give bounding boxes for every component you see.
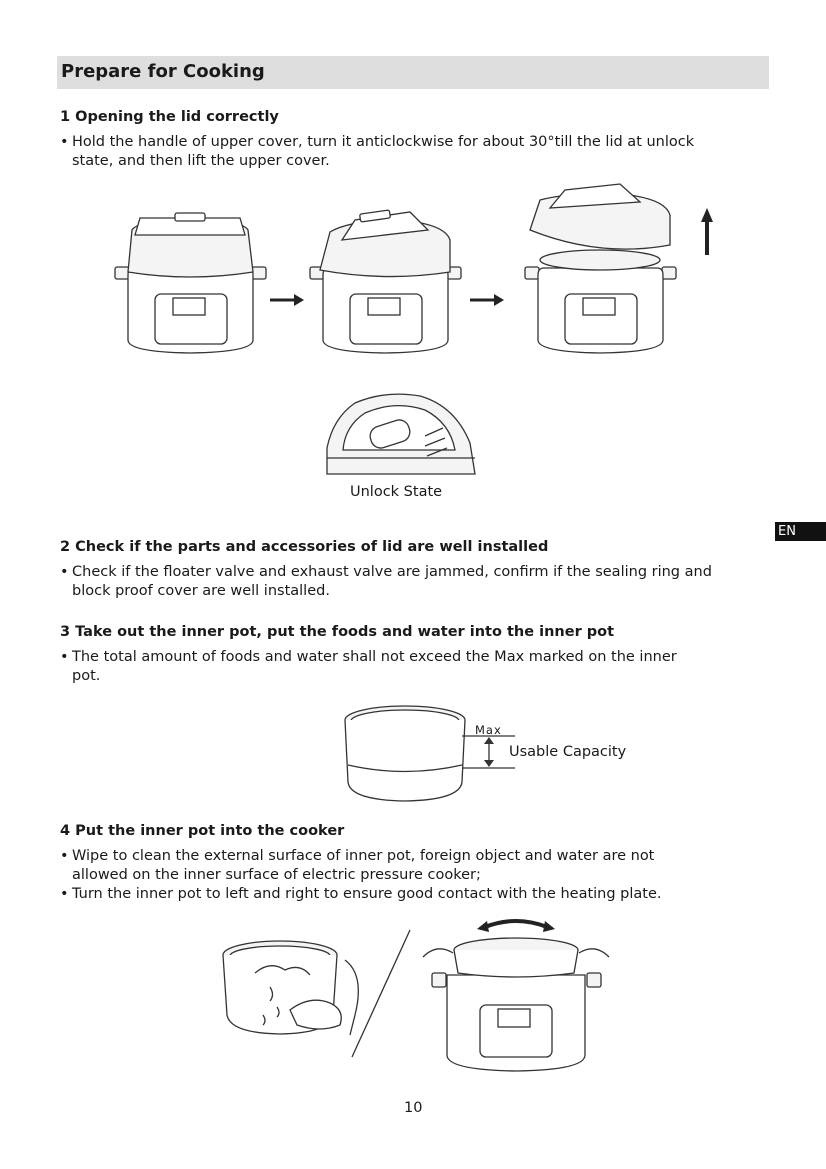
section-4-bullet-1: • Wipe to clean the external surface of inner pot, foreign object and water are not allowed on the inner surface of electric pressure cooker; [60,848,655,883]
usable-capacity-label: Usable Capacity [509,744,627,760]
section-2-bullet-1: • Check if the floater valve and exhaust valve are jammed, confirm if the sealing ring and block proof cover are well installed. [60,564,712,599]
section-3-bullet-1: • The total amount of foods and water shall not exceed the Max marked on the inner pot. [60,649,677,684]
language-tab: EN [775,522,826,541]
cooker-opening-figure [110,190,730,365]
bullet-dot: • [60,886,69,902]
section-3-title: 3 Take out the inner pot, put the foods and water into the inner pot [60,624,615,640]
wipe-and-turn-pot-illustration [215,915,635,1075]
cooker-rotated-lid-illustration [310,210,461,353]
section-1-title: 1 Opening the lid correctly [60,109,279,125]
bullet-dot: • [60,649,69,665]
page-title: Prepare for Cooking [61,61,265,82]
section-4-bullet-2: • Turn the inner pot to left and right to ensure good contact with the heating plate. [60,886,662,902]
cooker-closed-illustration [115,213,266,353]
header-bar [57,56,769,89]
cooker-lid-lifted-illustration [525,184,676,353]
page-number: 10 [404,1100,423,1116]
bullet-dot: • [60,564,69,580]
unlock-state-illustration [325,388,480,478]
unlock-state-caption: Unlock State [350,484,443,500]
max-label: Max [475,723,502,737]
inner-pot-capacity-illustration [340,700,525,805]
section-2-title: 2 Check if the parts and accessories of lid are well installed [60,539,549,555]
bullet-dot: • [60,134,69,150]
section-4-title: 4 Put the inner pot into the cooker [60,823,345,839]
section-1-bullet-1: • Hold the handle of upper cover, turn it anticlockwise for about 30°till the lid at unlock state, and then lift the upper cover. [60,134,695,169]
bullet-dot: • [60,848,69,864]
